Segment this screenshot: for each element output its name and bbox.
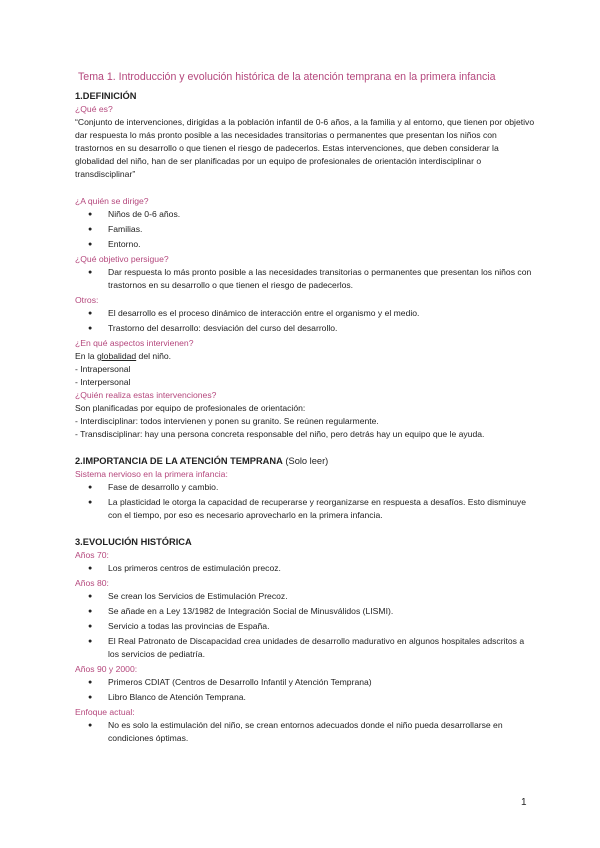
subheading-anos-70: Años 70: — [75, 550, 109, 560]
transdisciplinar-line: - Transdisciplinar: hay una persona concreta responsable del niño, pero detrás hay un equipo que le ayuda. — [75, 429, 485, 439]
bullet-icon: ● — [88, 310, 93, 317]
globalidad-underlined: globalidad — [96, 351, 137, 361]
subheading-anos-90: Años 90 y 2000: — [75, 664, 138, 674]
subheading-enfoque-actual: Enfoque actual: — [75, 707, 135, 717]
bullet-icon: ● — [88, 679, 93, 686]
page-number: 1 — [521, 797, 527, 808]
document-title: Tema 1. Introducción y evolución histórica de la atención temprana en la primera infancia — [78, 71, 496, 83]
subheading-quien-realiza: ¿Quién realiza estas intervenciones? — [75, 390, 217, 400]
interdisciplinar-line: - Interdisciplinar: todos intervienen y ponen su granito. Se reúnen regularmente. — [75, 416, 379, 426]
bullet-icon: ● — [88, 269, 93, 276]
heading-note: (Solo leer) — [282, 456, 329, 466]
bullet-icon: ● — [88, 722, 93, 729]
page-content — [75, 70, 535, 747]
bullet-icon: ● — [88, 241, 93, 248]
aspectos-line: En la globalidad del niño. — [75, 351, 172, 361]
bullet-icon: ● — [88, 623, 93, 630]
subheading-anos-80: Años 80: — [75, 578, 109, 588]
list-item: ● Dar respuesta lo más pronto posible a las necesidades transitorias o permanentes que presentan los niños con trastornos en su desarrollo o que tienen el riesgo de padecerlos. — [88, 267, 532, 290]
list-item: ● El desarrollo es el proceso dinámico de interacción entre el organismo y el medio. — [88, 308, 420, 318]
bullet-icon: ● — [88, 499, 93, 506]
subheading-objetivo: ¿Qué objetivo persigue? — [75, 254, 169, 264]
list-item: ● Entorno. — [88, 239, 141, 249]
list-anos-80 — [75, 590, 535, 661]
bullet-icon: ● — [88, 565, 93, 572]
list-sistema-nervioso — [75, 481, 535, 522]
section-heading-evolucion: 3.EVOLUCIÓN HISTÓRICA — [75, 537, 192, 547]
list-item: ● Fase de desarrollo y cambio. — [88, 482, 219, 492]
bullet-icon: ● — [88, 325, 93, 332]
list-item: ● Se crean los Servicios de Estimulación Precoz. — [88, 591, 288, 601]
list-anos-90 — [75, 676, 535, 704]
list-item: ● Servicio a todas las provincias de España. — [88, 621, 270, 631]
list-item: ● Trastorno del desarrollo: desviación del curso del desarrollo. — [88, 323, 338, 333]
list-objetivo — [75, 266, 535, 292]
intrapersonal-line: - Intrapersonal — [75, 364, 131, 374]
realiza-text: Son planificadas por equipo de profesionales de orientación: — [75, 403, 306, 413]
list-otros — [75, 307, 535, 335]
bullet-icon: ● — [88, 484, 93, 491]
subheading-a-quien: ¿A quién se dirige? — [75, 196, 149, 206]
section-heading-importancia: 2.IMPORTANCIA DE LA ATENCIÓN TEMPRANA (Solo leer) — [75, 456, 329, 466]
bullet-icon: ● — [88, 593, 93, 600]
subheading-aspectos: ¿En qué aspectos intervienen? — [75, 338, 194, 348]
list-item: ● Los primeros centros de estimulación precoz. — [88, 563, 281, 573]
list-item: ● Familias. — [88, 224, 143, 234]
interpersonal-line: - Interpersonal — [75, 377, 131, 387]
list-anos-70 — [75, 562, 535, 575]
list-enfoque-actual — [75, 719, 535, 745]
list-item: ● Primeros CDIAT (Centros de Desarrollo Infantil y Atención Temprana) — [88, 677, 372, 687]
subheading-otros: Otros: — [75, 295, 99, 305]
list-item: ● Niños de 0-6 años. — [88, 209, 181, 219]
list-item: ● Se añade en a Ley 13/1982 de Integración Social de Minusválidos (LISMI). — [88, 606, 394, 616]
bullet-icon: ● — [88, 608, 93, 615]
subheading-que-es: ¿Qué es? — [75, 104, 113, 114]
subheading-sistema-nervioso: Sistema nervioso en la primera infancia: — [75, 469, 228, 479]
bullet-icon: ● — [88, 226, 93, 233]
bullet-icon: ● — [88, 638, 93, 645]
bullet-icon: ● — [88, 694, 93, 701]
list-item: ● El Real Patronato de Discapacidad crea unidades de desarrollo madurativo en algunos hospitales adscritos a los servicios de pediatría. — [88, 636, 525, 659]
bullet-icon: ● — [88, 211, 93, 218]
list-item: ● No es solo la estimulación del niño, se crean entornos adecuados donde el niño pueda desarrollarse en condiciones óptimas. — [88, 720, 503, 743]
list-a-quien — [75, 208, 535, 251]
list-item: ● Libro Blanco de Atención Temprana. — [88, 692, 246, 702]
list-item: ● La plasticidad le otorga la capacidad de recuperarse y reorganizarse en respuesta a desafíos. Esto disminuye con el tiempo, por eso es necesario aprovecharlo en la primera infancia. — [88, 497, 526, 520]
section-heading-definicion: 1.DEFINICIÓN — [75, 91, 137, 101]
definition-paragraph: “Conjunto de intervenciones, dirigidas a la población infantil de 0-6 años, a la familia y al entorno, que tienen por objetivo dar respuesta lo más pronto posible a las necesidades transitorias o permanentes que presentan los niños con trastornos en su desarrollo o que tienen el riesgo de padecerlos. Estas intervenciones, que deben considerar la globalidad del niño, han de ser planificadas por un equipo de profesionales de orientación interdisciplinar o transdisciplinar” — [75, 117, 535, 179]
